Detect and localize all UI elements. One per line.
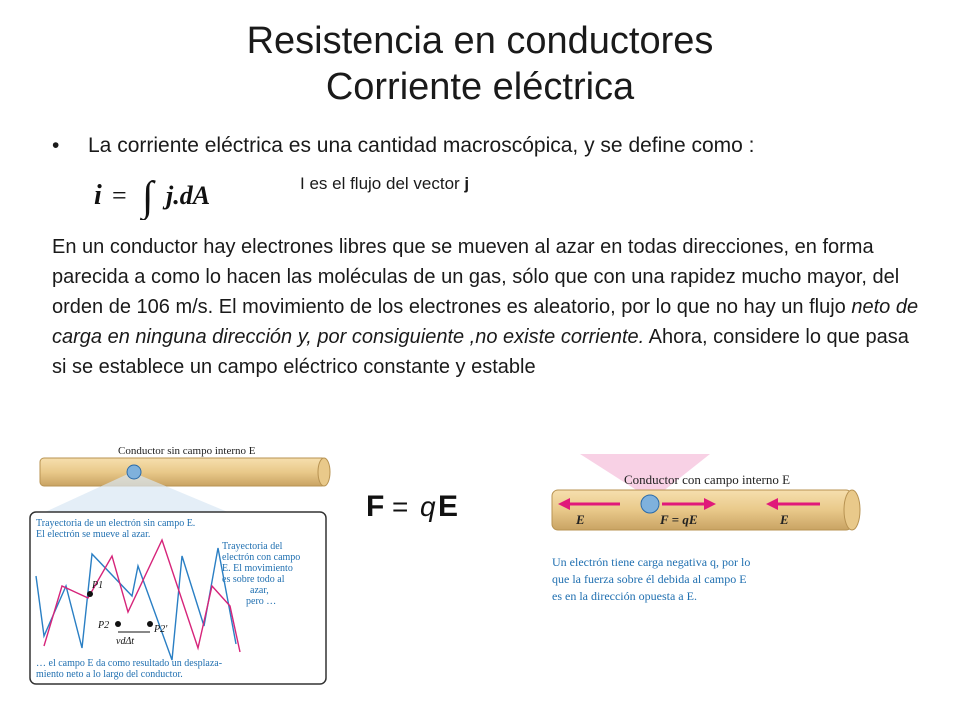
title-line-2: Corriente eléctrica bbox=[325, 66, 635, 108]
left-top-label: Conductor sin campo interno E bbox=[118, 445, 256, 457]
cap2-line-3: E. El movimiento bbox=[222, 563, 293, 574]
label-p2-prime: P2' bbox=[154, 624, 168, 635]
flux-vector: j bbox=[464, 174, 470, 193]
para-part-1: En un conductor hay electrones libres que se mueven al azar en todas direcciones, en forma parecida a como lo hacen las moléculas de un gas, sólo que con una rapidez mucho mayor, del orden de 106 m/s. El movimiento de los electrones es aleatorio, por lo que no hay un flujo bbox=[52, 236, 900, 318]
electron-icon-right bbox=[641, 495, 659, 513]
para-italic: neto de carga en ninguna dirección y, por consiguiente ,no existe corriente. bbox=[52, 296, 919, 348]
figure-conductor-no-field bbox=[22, 436, 338, 692]
cap2-line-5: azar, bbox=[250, 585, 269, 596]
point-p1 bbox=[87, 591, 93, 597]
conductor-end-left bbox=[318, 458, 330, 486]
para-part-2: Ahora, considere lo que pasa si se establece un campo eléctrico constante y estable bbox=[52, 326, 909, 378]
label-p2: P2 bbox=[98, 620, 110, 631]
drift-label: vdΔt bbox=[116, 636, 135, 647]
right-caption-2: que la fuerza sobre él debida al campo E bbox=[552, 572, 747, 586]
title-line-1: Resistencia en conductores bbox=[246, 20, 714, 62]
inset-bottom-2: miento neto a lo largo del conductor. bbox=[36, 669, 183, 680]
right-caption-3: es en la dirección opuesta a E. bbox=[552, 589, 697, 603]
cap2-line-1: Trayectoria del bbox=[222, 541, 283, 552]
point-p2 bbox=[115, 621, 121, 627]
label-p1: P1 bbox=[92, 580, 104, 591]
conductor-bar-right bbox=[552, 490, 852, 530]
right-caption-1: Un electrón tiene carga negativa q, por lo bbox=[552, 555, 751, 569]
formula-rhs: j.dA bbox=[166, 181, 211, 210]
inset-bottom-1: … el campo E da como resultado un desplaza- bbox=[36, 658, 223, 669]
force-F: F bbox=[366, 490, 385, 523]
point-p2-prime bbox=[147, 621, 153, 627]
label-E-left: E bbox=[576, 512, 585, 527]
formula-eq: = bbox=[112, 181, 127, 210]
right-caption bbox=[552, 555, 750, 603]
conductor-end-right bbox=[844, 490, 860, 530]
label-force: F = qE bbox=[660, 512, 698, 527]
formula-integral: ∫ bbox=[142, 174, 154, 220]
inset-caption-1b: El electrón se mueve al azar. bbox=[36, 529, 151, 540]
label-E-right: E bbox=[780, 512, 789, 527]
right-top-label: Conductor con campo interno E bbox=[624, 472, 791, 487]
cap2-line-4: es sobre todo al bbox=[222, 574, 285, 585]
electron-icon bbox=[127, 465, 141, 479]
cap2-line-2: electrón con campo bbox=[222, 552, 301, 563]
force-formula bbox=[362, 484, 474, 526]
inset-caption-1a: Trayectoria de un electrón sin campo E. bbox=[36, 518, 196, 529]
bullet-dot: • bbox=[52, 134, 60, 157]
current-integral-formula bbox=[92, 168, 242, 220]
conductor-bar-left bbox=[40, 458, 326, 486]
cap2-line-6: pero … bbox=[246, 596, 277, 607]
force-eq: = bbox=[392, 491, 409, 522]
force-E: E bbox=[438, 490, 459, 523]
slide-title bbox=[0, 18, 960, 110]
formula-lhs: i bbox=[94, 180, 102, 211]
force-q: q bbox=[420, 491, 436, 522]
flux-prefix: I es el flujo del vector bbox=[300, 174, 465, 193]
flux-note bbox=[300, 174, 469, 194]
figure-conductor-with-field bbox=[540, 450, 870, 620]
bullet-text: La corriente eléctrica es una cantidad macroscópica, y se define como : bbox=[88, 134, 755, 157]
body-paragraph bbox=[52, 232, 922, 382]
